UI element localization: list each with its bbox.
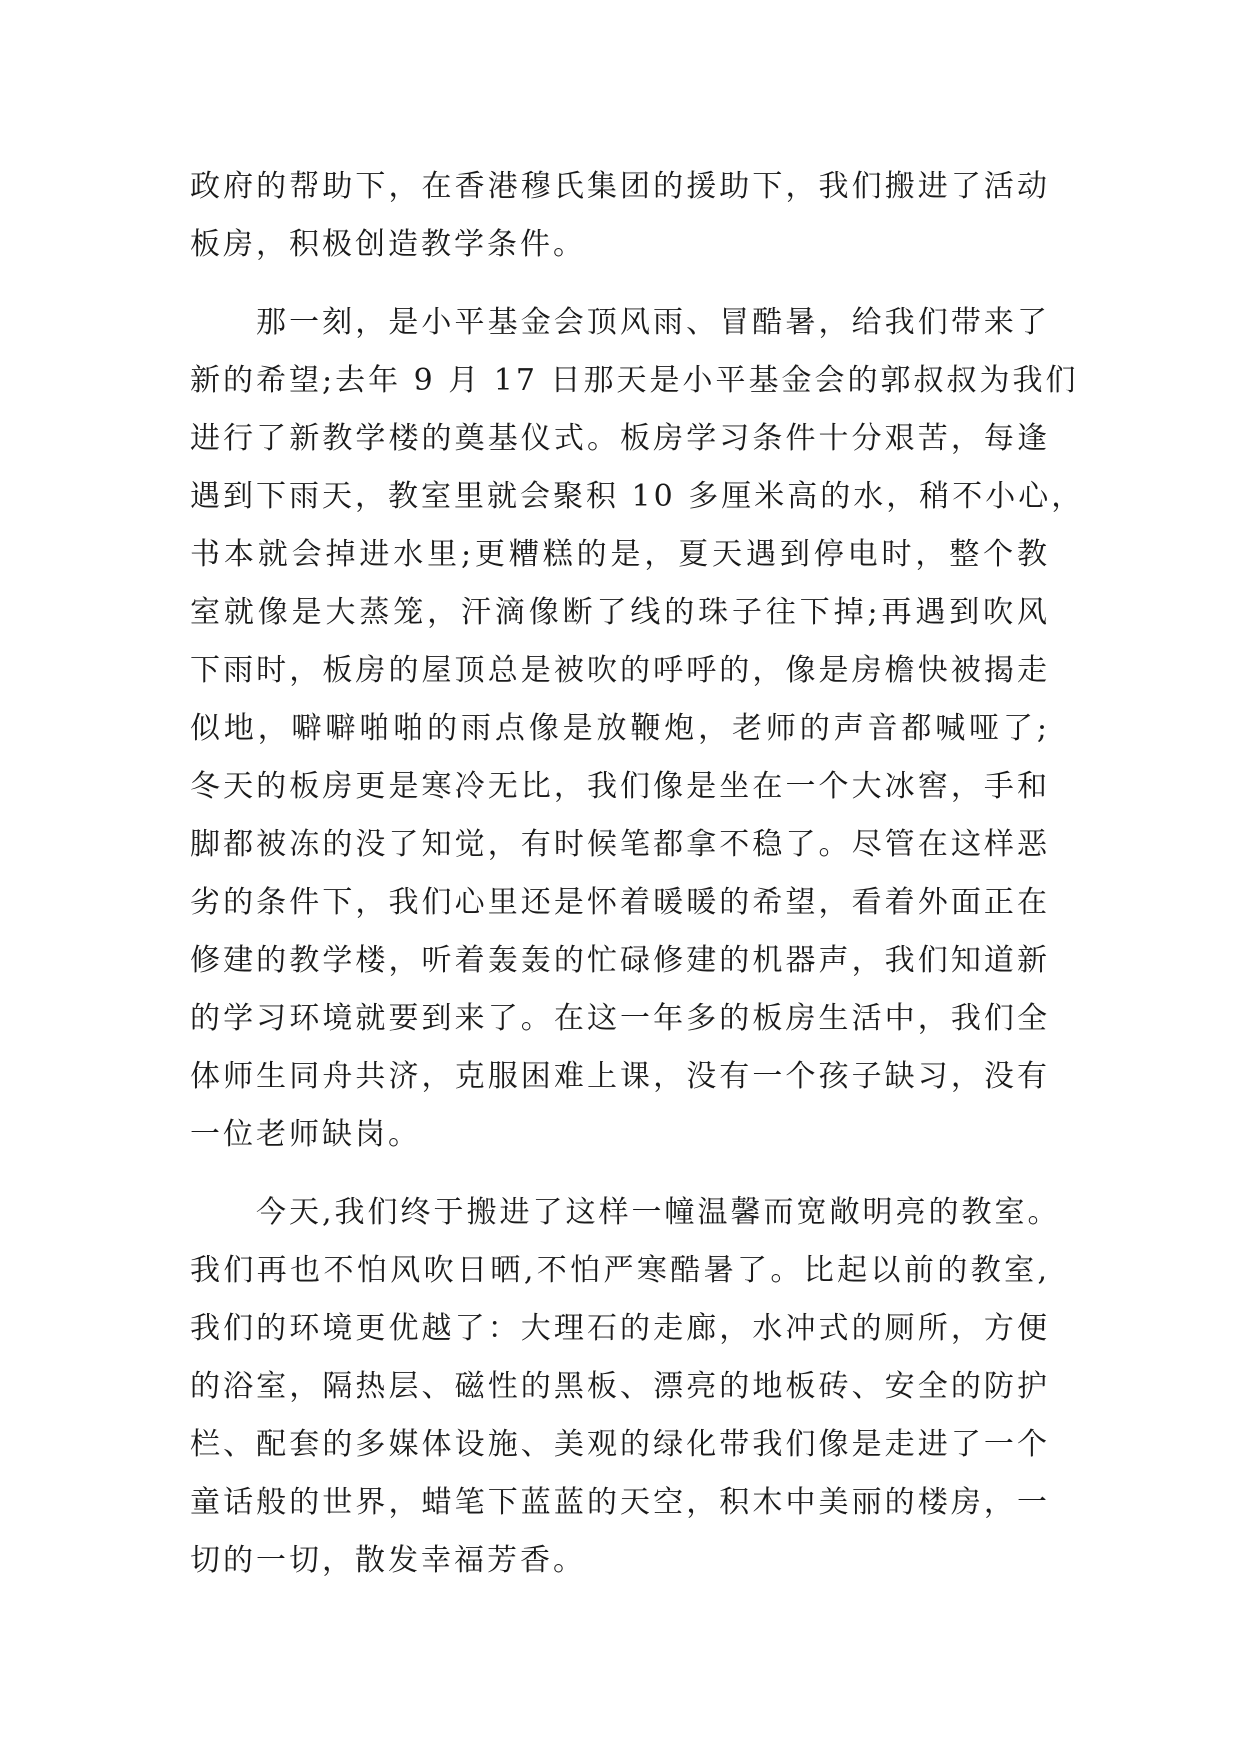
text-line: 遇到下雨天，教室里就会聚积 10 多厘米高的水，稍不小心， [190, 479, 1085, 514]
text-line: 的浴室，隔热层、磁性的黑板、漂亮的地板砖、安全的防护 [190, 1369, 1050, 1404]
text-line: 一位老师缺岗。 [190, 1117, 421, 1152]
text-line: 书本就会掉进水里;更糟糕的是，夏天遇到停电时，整个教 [190, 537, 1050, 572]
text-line: 切的一切，散发幸福芳香。 [190, 1543, 586, 1578]
text-line: 劣的条件下，我们心里还是怀着暖暖的希望，看着外面正在 [190, 885, 1050, 920]
text-line: 栏、配套的多媒体设施、美观的绿化带我们像是走进了一个 [190, 1427, 1050, 1462]
text-line: 的学习环境就要到来了。在这一年多的板房生活中，我们全 [190, 1001, 1050, 1036]
text-line: 体师生同舟共济，克服困难上课，没有一个孩子缺习，没有 [190, 1059, 1050, 1094]
text-line: 政府的帮助下，在香港穆氏集团的援助下，我们搬进了活动 [190, 169, 1050, 204]
body-text [190, 158, 1085, 1590]
text-line: 新的希望;去年 9 月 17 日那天是小平基金会的郭叔叔为我们 [190, 363, 1079, 398]
text-line: 修建的教学楼，听着轰轰的忙碌修建的机器声，我们知道新 [190, 943, 1050, 978]
text-line: 今天,我们终于搬进了这样一幢温馨而宽敞明亮的教室。 [256, 1195, 1061, 1230]
text-line: 下雨时，板房的屋顶总是被吹的呼呼的，像是房檐快被揭走 [190, 653, 1050, 688]
text-line: 我们再也不怕风吹日晒,不怕严寒酷暑了。比起以前的教室, [190, 1253, 1050, 1288]
text-line: 似地，噼噼啪啪的雨点像是放鞭炮，老师的声音都喊哑了; [190, 711, 1050, 746]
text-line: 脚都被冻的没了知觉，有时候笔都拿不稳了。尽管在这样恶 [190, 827, 1050, 862]
text-line: 冬天的板房更是寒冷无比，我们像是坐在一个大冰窖，手和 [190, 769, 1050, 804]
text-line: 童话般的世界，蜡笔下蓝蓝的天空，积木中美丽的楼房，一 [190, 1485, 1050, 1520]
text-line: 板房，积极创造教学条件。 [190, 227, 586, 262]
paragraph-gap [190, 1164, 1050, 1184]
text-line: 我们的环境更优越了：大理石的走廊，水冲式的厕所，方便 [190, 1311, 1050, 1346]
paragraph-gap [190, 274, 1050, 294]
text-line: 进行了新教学楼的奠基仪式。板房学习条件十分艰苦，每逢 [190, 421, 1050, 456]
text-line: 那一刻，是小平基金会顶风雨、冒酷暑，给我们带来了 [256, 305, 1050, 340]
text-line: 室就像是大蒸笼，汗滴像断了线的珠子往下掉;再遇到吹风 [190, 595, 1050, 630]
